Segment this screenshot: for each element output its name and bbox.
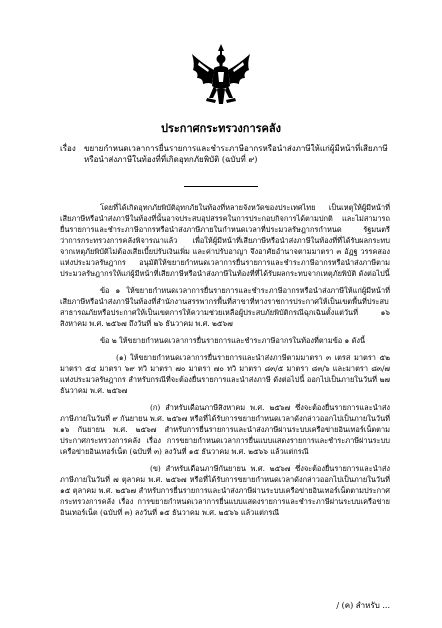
garuda-emblem-icon [189, 42, 253, 108]
continuation-note: / (ค) สำหรับ ... [336, 601, 390, 610]
document-title: ประกาศกระทรวงการคลัง [160, 122, 282, 135]
paragraph-clause-2: ข้อ ๒ ให้ขยายกำหนดเวลาการยื่นรายการและชำระภาษีอากรในท้องที่ตามข้อ ๑ ดังนี้ [100, 336, 366, 345]
paragraph-item-b: (ข) สำหรับเดือนภาษีกันยายน พ.ศ. ๒๕๖๗ ซึ่งจะต้องยื่นรายการและนำส่งภาษีภายในวันที่ ๗ ตุลาคม พ.ศ. ๒๕๖๗ หรือที่ได้รับการขยายกำหนดเวลาดังกล่าวออกไปเป็นภายในวันที่ ๑๕ ตุลาคม พ.ศ. ๒๕๖๗ สำหรับการยื่นรายการและนำส่งภาษีผ่านระบบเครือข่ายอินเทอร์เน็ตตามประกาศกระทรวงการคลัง เรื่อง การขยายกำหนดเวลาการยื่นแบบแสดงรายการและชำระภาษีผ่านระบบเครือข่ายอินเทอร์เน็ต (ฉบับที่ ๓) ลงวันที่ ๑๕ ธันวาคม พ.ศ. ๒๕๖๖ แล้วแต่กรณี [60, 464, 390, 517]
subject-label: เรื่อง [60, 144, 76, 153]
paragraph-item-1: (๑) ให้ขยายกำหนดเวลาการยื่นรายการและนำส่งภาษีตามมาตรา ๓ เตรส มาตรา ๕๒ มาตรา ๕๔ มาตรา ๖๙ ทวิ มาตรา ๗๐ มาตรา ๗๐ ทวิ มาตรา ๘๓/๕ มาตรา ๘๓/๖ และมาตรา ๘๓/๗ แห่งประมวลรัษฎากร สำหรับกรณีที่จะต้องยื่นรายการและนำส่งภาษี ดังต่อไปนี้ ออกไปเป็นภายในวันที่ ๒๗ ธันวาคม พ.ศ. ๒๕๖๗ [60, 353, 390, 395]
paragraph-preamble: โดยที่ได้เกิดอุทกภัยพิบัติอุทกภัยในท้องที่หลายจังหวัดของประเทศไทย เป็นเหตุให้ผู้มีหน้าที่เสียภาษีหรือนำส่งภาษีในท้องที่นั้นอาจประสบอุปสรรคในการประกอบกิจการได้ตามปกติ และไม่สามารถยื่นรายการและชำระภาษีอากรหรือนำส่งภาษีภายในกำหนดเวลาที่ประมวลรัษฎากรกำหนด รัฐมนตรีว่าการกระทรวงการคลังพิจารณาแล้ว เพื่อให้ผู้มีหน้าที่เสียภาษีหรือนำส่งภาษีในท้องที่ที่ได้รับผลกระทบจากเหตุภัยพิบัติไม่ต้องเสียเบี้ยปรับเงินเพิ่ม และค่าปรับอาญา จึงอาศัยอำนาจตามมาตรา ๓ อัฏฐ วรรคสอง แห่งประมวลรัษฎากร อนุมัติให้ขยายกำหนดเวลาการยื่นรายการและชำระภาษีอากรหรือนำส่งภาษีตามประมวลรัษฎากรให้แก่ผู้มีหน้าที่เสียภาษีหรือนำส่งภาษีในท้องที่ที่ได้รับผลกระทบจากเหตุภัยพิบัติ ดังต่อไปนี้ [60, 203, 390, 278]
paragraph-clause-1: ข้อ ๑ ให้ขยายกำหนดเวลาการยื่นรายการและชำระภาษีอากรหรือนำส่งภาษีให้แก่ผู้มีหน้าที่เสียภาษีหรือนำส่งภาษีในท้องที่สำนักงานสรรพากรพื้นที่สาขาที่ทางราชการประกาศให้เป็นเขตพื้นที่ประสบสาธารณภัยหรือประกาศให้เป็นเขตการให้ความช่วยเหลือผู้ประสบภัยพิบัติกรณีฉุกเฉินตั้งแต่วันที่ ๑๖ สิงหาคม พ.ศ. ๒๕๖๗ ถึงวันที่ ๒๖ ธันวาคม พ.ศ. ๒๕๖๗ [60, 286, 390, 328]
document-body [60, 202, 390, 524]
subject-text: ขยายกำหนดเวลาการยื่นรายการและชำระภาษีอากรหรือนำส่งภาษีให้แก่ผู้มีหน้าที่เสียภาษีหรือนำส่งภาษีในท้องที่ที่เกิดอุทกภัยพิบัติ (ฉบับที่ ๙) [84, 144, 388, 164]
paragraph-item-a: (ก) สำหรับเดือนภาษีสิงหาคม พ.ศ. ๒๕๖๗ ซึ่งจะต้องยื่นรายการและนำส่งภาษีภายในวันที่ ๙ กันยายน พ.ศ. ๒๕๖๗ หรือที่ได้รับการขยายกำหนดเวลาดังกล่าวออกไปเป็นภายในวันที่ ๑๖ กันยายน พ.ศ. ๒๕๖๗ สำหรับการยื่นรายการและนำส่งภาษีผ่านระบบเครือข่ายอินเทอร์เน็ตตามประกาศกระทรวงการคลัง เรื่อง การขยายกำหนดเวลาการยื่นแบบแสดงรายการและชำระภาษีผ่านระบบเครือข่ายอินเทอร์เน็ต (ฉบับที่ ๓) ลงวันที่ ๑๕ ธันวาคม พ.ศ. ๒๕๖๖ แล้วแต่กรณี [60, 403, 390, 456]
title-divider [184, 186, 258, 187]
